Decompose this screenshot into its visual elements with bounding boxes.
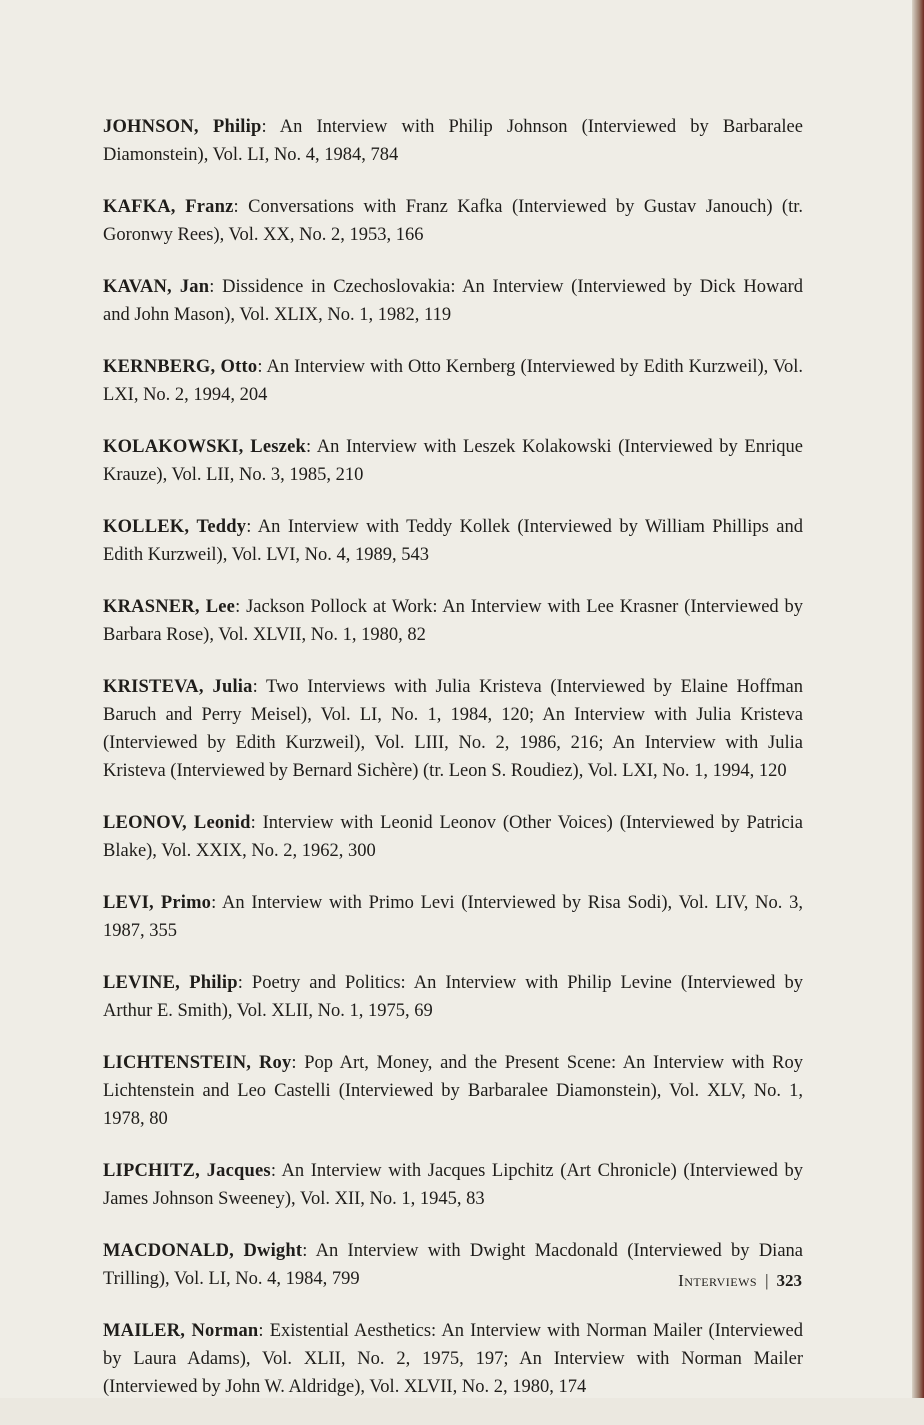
index-entry <box>103 193 803 249</box>
index-entry <box>103 353 803 409</box>
entry-citation: : Jackson Pollock at Work: An Interview with Lee Krasner (Interviewed by Barbara Rose), Vol. XLVII, No. 1, 1980, 82 <box>103 597 804 645</box>
entry-citation: : An Interview with Philip Johnson (Interviewed by Barbaralee Diamonstein), Vol. LI, No. 4, 1984, 784 <box>103 117 803 165</box>
index-entry <box>103 1157 803 1213</box>
entry-name: MACDONALD, Dwight <box>103 1241 303 1261</box>
entry-citation: : Two Interviews with Julia Kristeva (Interviewed by Elaine Hoffman Baruch and Perry Meisel), Vol. LI, No. 1, 1984, 120; An Interview with Julia Kristeva (Interviewed by Edith Kurzweil), Vol. LIII, No. 2, 1986, 216; An Interview with Julia Kristeva (Interviewed by Bernard Sichère) (tr. Leon S. Roudiez), Vol. LXI, No. 1, 1994, 120 <box>103 677 804 781</box>
entry-name: KRISTEVA, Julia <box>103 677 253 697</box>
entry-citation: : Poetry and Politics: An Interview with Philip Levine (Interviewed by Arthur E. Smith), Vol. XLII, No. 1, 1975, 69 <box>103 973 803 1021</box>
entry-citation: : An Interview with Dwight Macdonald (Interviewed by Diana Trilling), Vol. LI, No. 4, 1984, 799 <box>103 1241 803 1289</box>
entry-name: LEVINE, Philip <box>103 973 238 993</box>
entry-name: LICHTENSTEIN, Roy <box>103 1053 292 1073</box>
index-entry <box>103 809 803 865</box>
entry-citation: : An Interview with Otto Kernberg (Interviewed by Edith Kurzweil), Vol. LXI, No. 2, 1994, 204 <box>103 357 803 405</box>
entry-citation: : Pop Art, Money, and the Present Scene: An Interview with Roy Lichtenstein and Leo Castelli (Interviewed by Barbaralee Diamonstein), Vol. XLV, No. 1, 1978, 80 <box>103 1053 803 1129</box>
index-entry <box>103 113 803 169</box>
entry-name: LEONOV, Leonid <box>103 813 251 833</box>
entry-name: KAFKA, Franz <box>103 197 234 217</box>
entry-citation: : An Interview with Teddy Kollek (Interviewed by William Phillips and Edith Kurzweil), Vol. LVI, No. 4, 1989, 543 <box>103 517 803 565</box>
index-entry <box>103 673 803 785</box>
index-entry <box>103 433 803 489</box>
entry-name: KAVAN, Jan <box>103 277 210 297</box>
index-entry <box>103 593 803 649</box>
index-entry <box>103 273 803 329</box>
page-number: 323 <box>776 1271 802 1290</box>
index-entry <box>103 889 803 945</box>
entry-name: LIPCHITZ, Jacques <box>103 1161 271 1181</box>
entry-name: JOHNSON, Philip <box>103 117 262 137</box>
entry-name: KERNBERG, Otto <box>103 357 258 377</box>
page-edge <box>912 0 924 1398</box>
index-entry <box>103 1317 803 1401</box>
index-entry <box>103 1049 803 1133</box>
entry-citation: : An Interview with Primo Levi (Interviewed by Risa Sodi), Vol. LIV, No. 3, 1987, 355 <box>103 893 803 941</box>
entry-citation: : Existential Aesthetics: An Interview with Norman Mailer (Interviewed by Laura Adams), Vol. XLII, No. 2, 1975, 197; An Interview with Norman Mailer (Interviewed by John W. Aldridge), Vol. XLVII, No. 2, 1980, 174 <box>103 1321 803 1397</box>
entry-name: MAILER, Norman <box>103 1321 259 1341</box>
entry-name: KRASNER, Lee <box>103 597 236 617</box>
entry-citation: : Conversations with Franz Kafka (Interviewed by Gustav Janouch) (tr. Goronwy Rees), Vol. XX, No. 2, 1953, 166 <box>103 197 803 245</box>
footer-separator: | <box>765 1271 769 1290</box>
entry-citation: : An Interview with Leszek Kolakowski (Interviewed by Enrique Krauze), Vol. LII, No. 3, 1985, 210 <box>103 437 803 485</box>
entry-list <box>103 113 803 1425</box>
entry-name: KOLAKOWSKI, Leszek <box>103 437 306 457</box>
entry-citation: : Interview with Leonid Leonov (Other Voices) (Interviewed by Patricia Blake), Vol. XXIX, No. 2, 1962, 300 <box>103 813 803 861</box>
entry-name: LEVI, Primo <box>103 893 212 913</box>
index-entry <box>103 969 803 1025</box>
index-entry <box>103 513 803 569</box>
entry-citation: : Dissidence in Czechoslovakia: An Interview (Interviewed by Dick Howard and John Mason), Vol. XLIX, No. 1, 1982, 119 <box>103 277 803 325</box>
entry-name: KOLLEK, Teddy <box>103 517 247 537</box>
entry-citation: : An Interview with Jacques Lipchitz (Art Chronicle) (Interviewed by James Johnson Sweeney), Vol. XII, No. 1, 1945, 83 <box>103 1161 803 1209</box>
running-head: Interviews <box>678 1271 758 1290</box>
